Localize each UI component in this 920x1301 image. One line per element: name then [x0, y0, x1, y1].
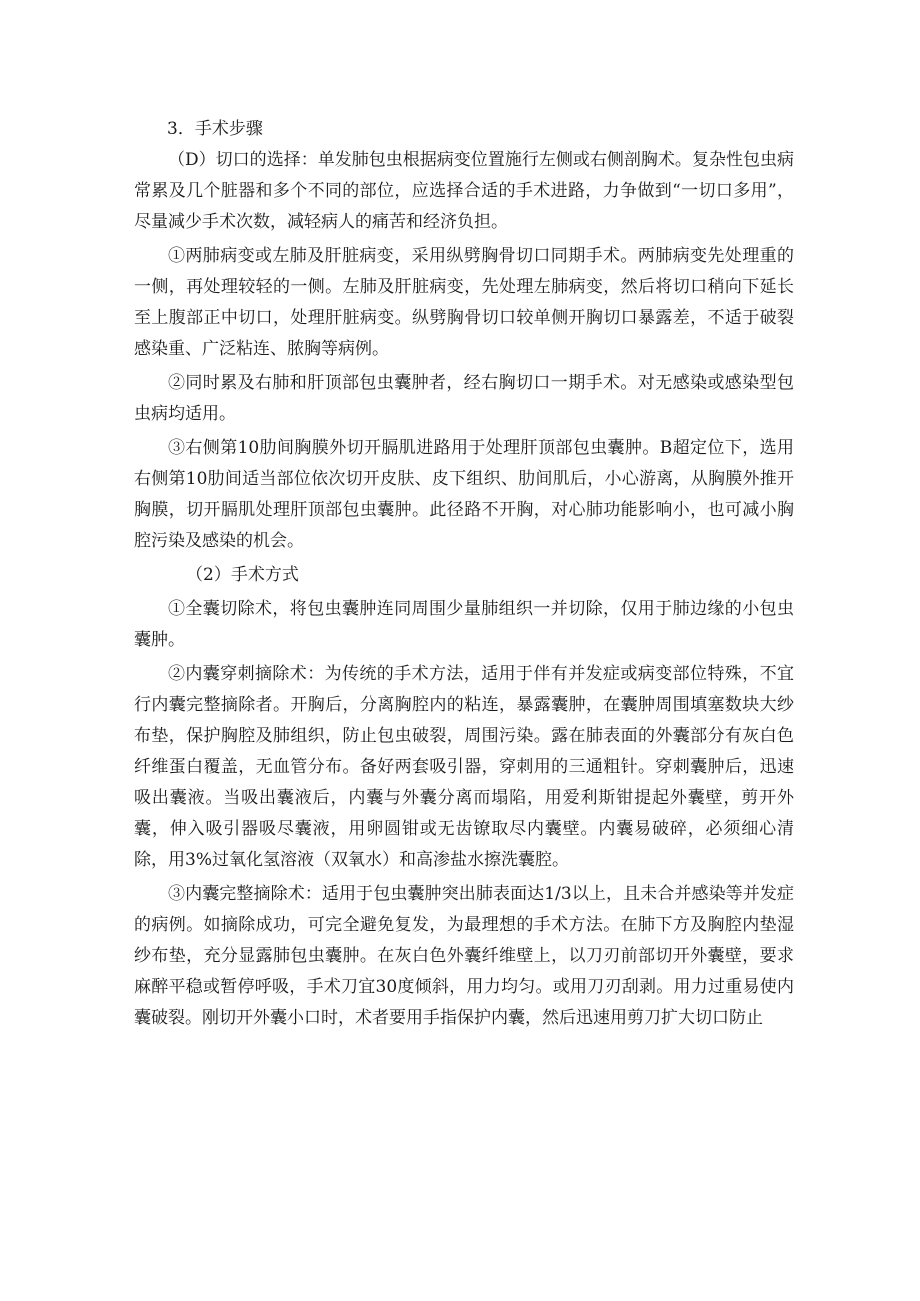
- subheading-surgical-methods: （2）手术方式: [186, 565, 299, 585]
- document-body: [134, 114, 794, 1034]
- paragraph-diaphragm-approach: ③右侧第10肋间胸膜外切开膈肌进路用于处理肝顶部包虫囊肿。B超定位下，选用右侧第10肋间适当部位依次切开皮肤、皮下组织、肋间肌后，小心游离，从胸膜外推开胸膜，切开膈肌处理肝顶部包虫囊肿。此径路不开胸，对心肺功能影响小，也可减小胸腔污染及感染的机会。: [134, 438, 794, 551]
- paragraph-incision-choice: （D）切口的选择：单发肺包虫根据病变位置施行左侧或右侧剖胸术。复杂性包虫病常累及几个脏器和多个不同的部位，应选择合适的手术进路，力争做到“一切口多用”，尽量减少手术次数，减轻病人的痛苦和经济负担。: [134, 150, 794, 232]
- section-heading: 3．手术步骤: [167, 119, 263, 139]
- paragraph-puncture-removal: ②内囊穿刺摘除术：为传统的手术方法，适用于伴有并发症或病变部位特殊，不宜行内囊完整摘除者。开胸后，分离胸腔内的粘连，暴露囊肿，在囊肿周围填塞数块大纱布垫，保护胸腔及肺组织，防止包虫破裂，周围污染。露在肺表面的外囊部分有灰白色纤维蛋白覆盖，无血管分布。备好两套吸引器，穿刺用的三通粗针。穿刺囊肿后，迅速吸出囊液。当吸出囊液后，内囊与外囊分离而塌陷，用爱利斯钳提起外囊壁，剪开外囊，伸入吸引器吸尽囊液，用卵圆钳或无齿镣取尽内囊壁。内囊易破碎，必须细心清除，用3%过氧化氢溶液（双氧水）和高渗盐水擦洗囊腔。: [134, 664, 794, 870]
- paragraph-sternotomy: ①两肺病变或左肺及肝脏病变，采用纵劈胸骨切口同期手术。两肺病变先处理重的一侧，再处理较轻的一侧。左肺及肝脏病变，先处理左肺病变，然后将切口稍向下延长至上腹部正中切口，处理肝脏病变。纵劈胸骨切口较单侧开胸切口暴露差，不适于破裂感染重、广泛粘连、脓胸等病例。: [134, 246, 794, 359]
- paragraph-right-chest-incision: ②同时累及右肺和肝顶部包虫囊肿者，经右胸切口一期手术。对无感染或感染型包虫病均适用。: [134, 373, 794, 424]
- paragraph-total-cyst-resection: ①全囊切除术，将包虫囊肿连同周围少量肺组织一并切除，仅用于肺边缘的小包虫囊肿。: [134, 599, 794, 650]
- paragraph-complete-removal: ③内囊完整摘除术：适用于包虫囊肿突出肺表面达1/3以上，且未合并感染等并发症的病例。如摘除成功，可完全避免复发，为最理想的手术方法。在肺下方及胸腔内垫湿纱布垫，充分显露肺包虫囊肿。在灰白色外囊纤维壁上，以刀刃前部切开外囊壁，要求麻醉平稳或暂停呼吸，手术刀宜30度倾斜，用力均匀。或用刀刃刮剥。用力过重易使内囊破裂。刚切开外囊小口时，术者要用手指保护内囊，然后迅速用剪刀扩大切口防止: [134, 884, 794, 1028]
